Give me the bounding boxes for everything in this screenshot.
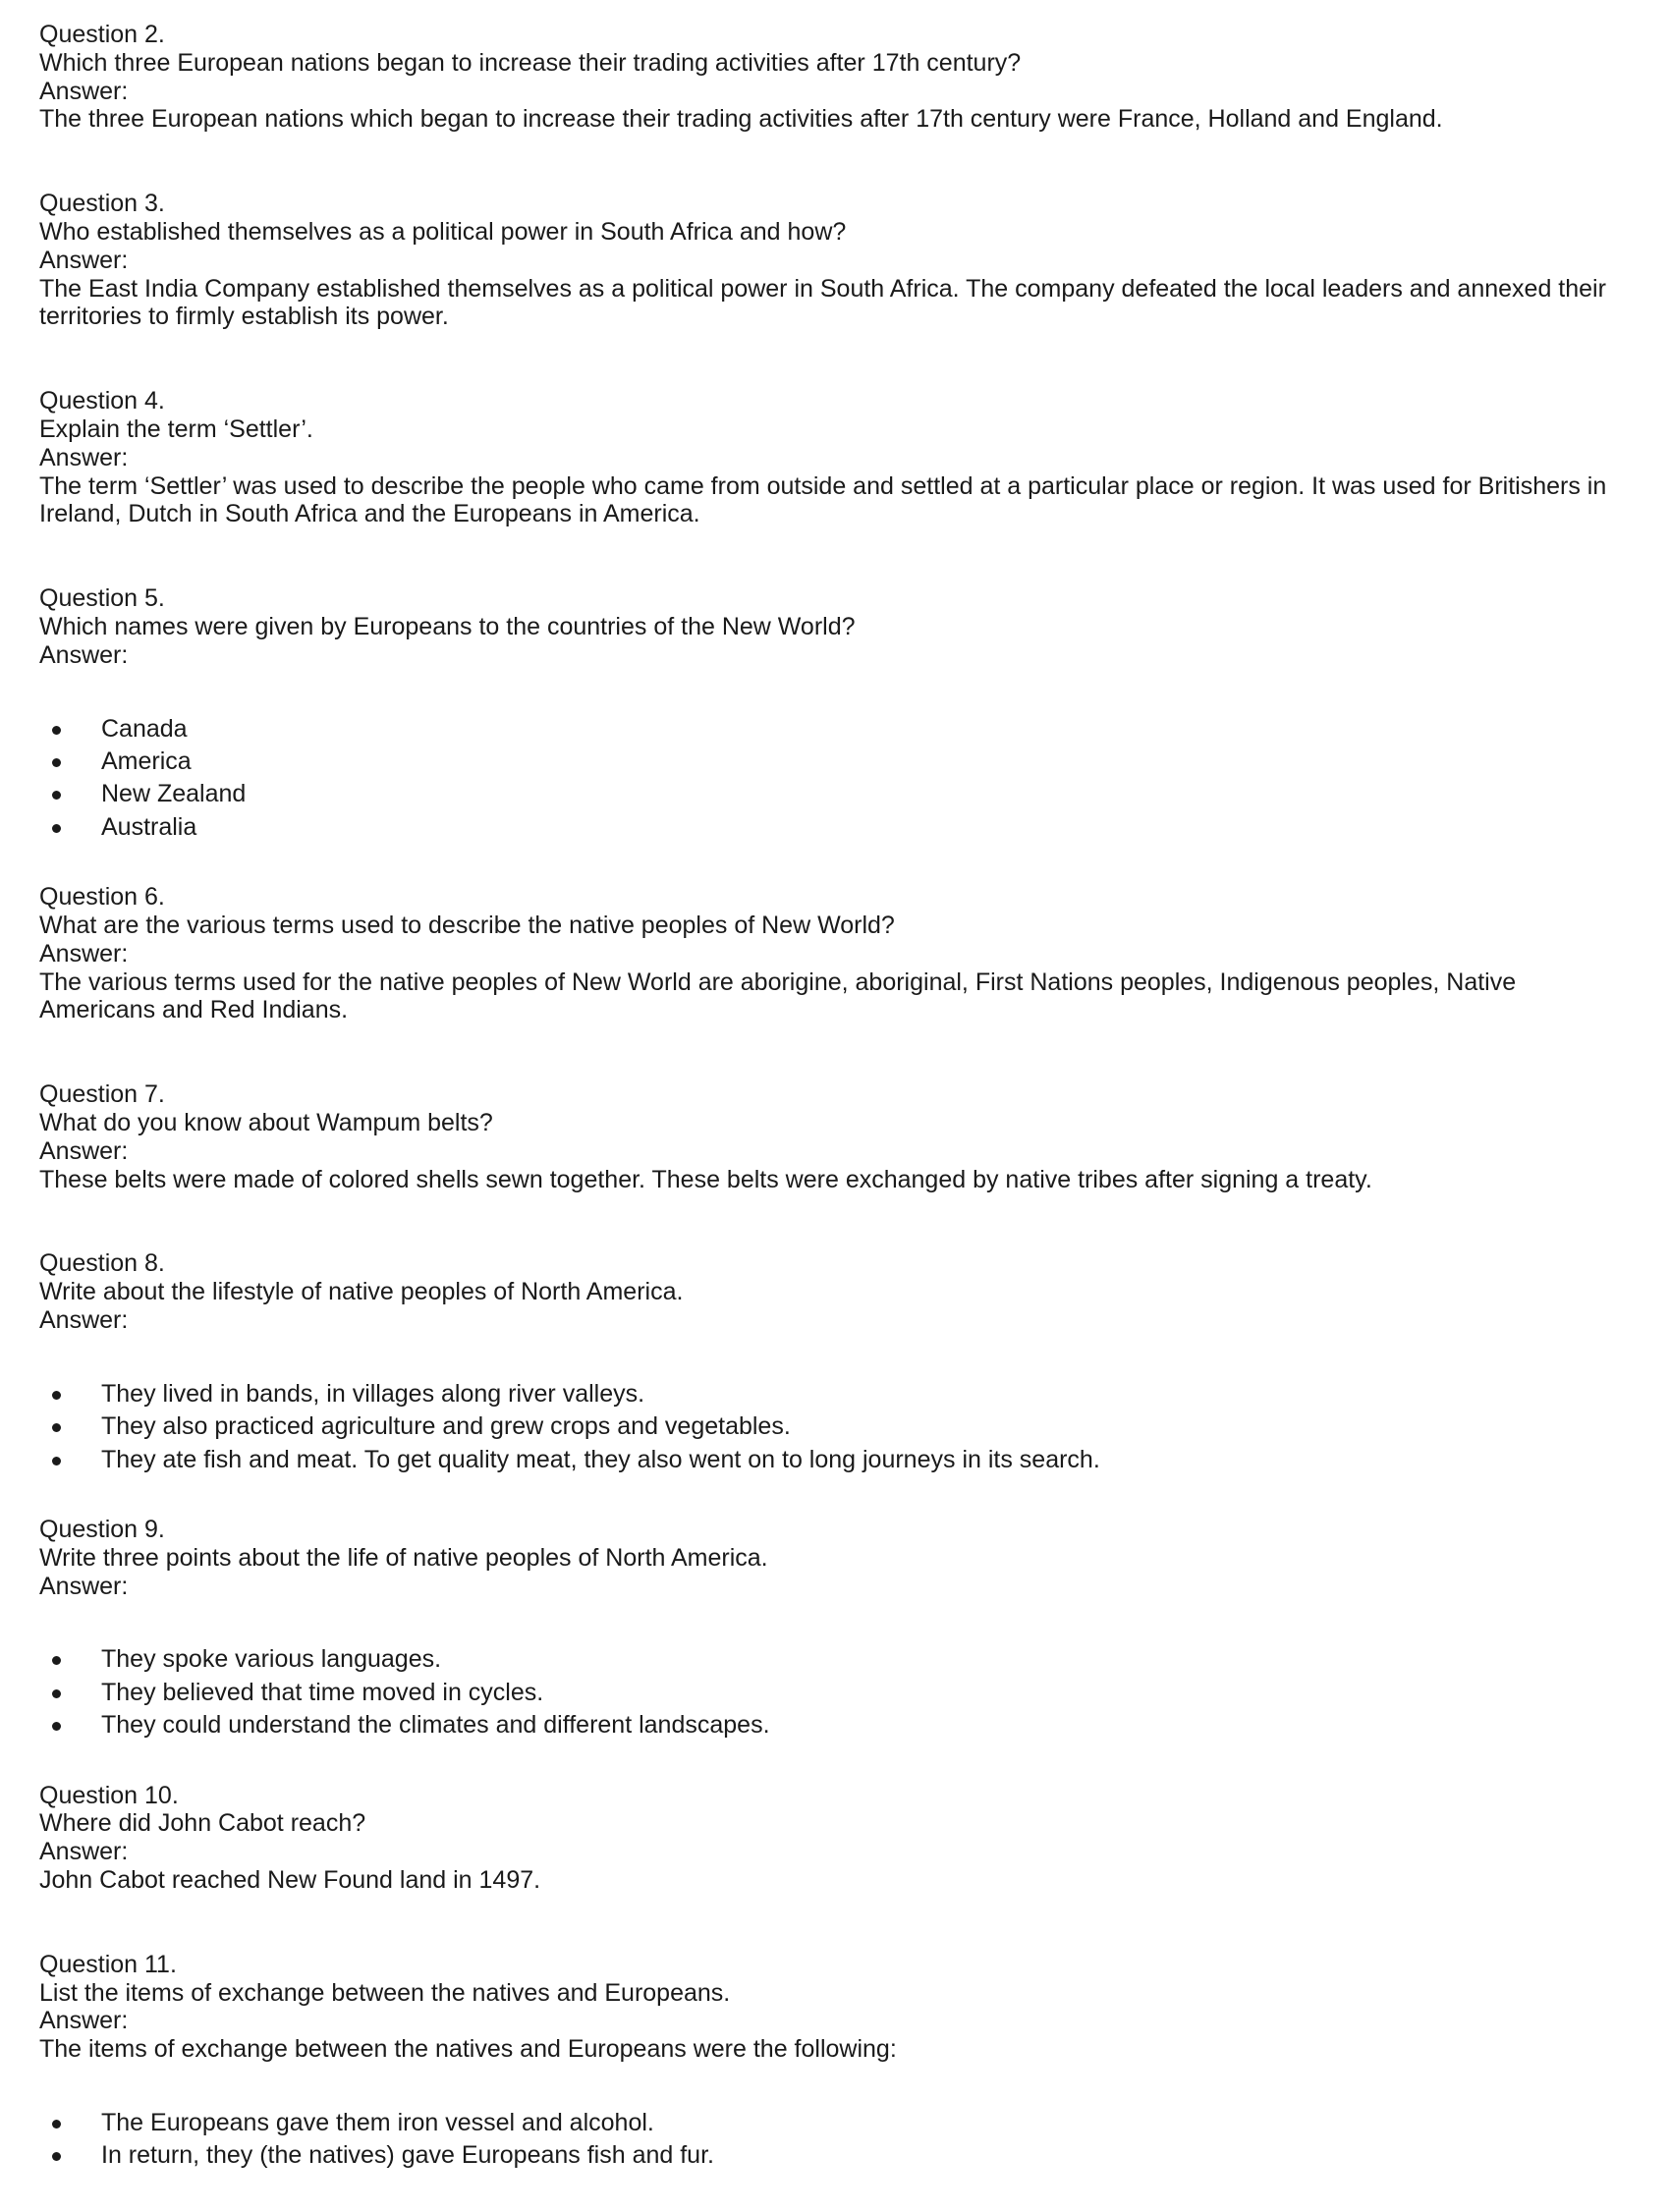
answer-point — [39, 1410, 1631, 1443]
answer-point — [39, 1444, 1631, 1476]
question-text: What are the various terms used to describe the native peoples of New World? — [39, 911, 895, 939]
answer-label: Answer: — [39, 1572, 129, 1600]
answer-point-text: They lived in bands, in villages along river valleys. — [101, 1379, 645, 1408]
answer-text: The term ‘Settler’ was used to describe the people who came from outside and settled at a particular place or region. It was used for Britishers in Ireland, Dutch in South Africa and the Europeans in America. — [39, 471, 1607, 528]
answer-text: John Cabot reached New Found land in 1497. — [39, 1865, 541, 1894]
question-number: Question 6. — [39, 883, 165, 912]
question-block — [39, 1951, 1631, 2173]
question-text: Which names were given by Europeans to the countries of the New World? — [39, 612, 856, 640]
question-number: Question 2. — [39, 21, 165, 48]
answer-label: Answer: — [39, 1305, 129, 1334]
question-text: What do you know about Wampum belts? — [39, 1108, 493, 1136]
document-page — [39, 21, 1631, 2212]
answer-point — [39, 2139, 1631, 2172]
bullet-icon — [52, 758, 61, 767]
answer-point-text: They ate fish and meat. To get quality meat, they also went on to long journeys in its search. — [101, 1445, 1100, 1473]
answer-text: The various terms used for the native peoples of New World are aborigine, aboriginal, First Nations peoples, Indigenous peoples, Native Americans and Red Indians. — [39, 968, 1517, 1024]
answer-label: Answer: — [39, 443, 129, 471]
answer-text: The three European nations which began to increase their trading activities after 17th century were France, Holland and England. — [39, 105, 1443, 134]
answer-point — [39, 2107, 1631, 2139]
answer-points-list — [39, 713, 1631, 845]
answer-text: The East India Company established themselves as a political power in South Africa. The company defeated the local leaders and annexed their territories to firmly establish its power. — [39, 274, 1606, 331]
question-text: Write three points about the life of native peoples of North America. — [39, 1543, 768, 1572]
bullet-icon — [52, 791, 61, 800]
question-block — [39, 21, 1631, 134]
question-block — [39, 190, 1631, 331]
answer-label: Answer: — [39, 640, 129, 669]
question-block — [39, 883, 1631, 1024]
question-number: Question 9. — [39, 1515, 165, 1543]
bullet-icon — [52, 1722, 61, 1731]
answer-point-text: They could understand the climates and different landscapes. — [101, 1711, 770, 1740]
question-block — [39, 1249, 1631, 1476]
question-block — [39, 584, 1631, 844]
bullet-icon — [52, 1689, 61, 1698]
answer-label: Answer: — [39, 1136, 129, 1165]
answer-text: These belts were made of colored shells sewn together. These belts were exchanged by native tribes after signing a treaty. — [39, 1165, 1372, 1193]
answer-point — [39, 778, 1631, 810]
answer-points-list — [39, 1643, 1631, 1742]
bullet-icon — [52, 1423, 61, 1432]
question-block — [39, 1782, 1631, 1895]
answer-point — [39, 1709, 1631, 1742]
question-text: Which three European nations began to increase their trading activities after 17th century? — [39, 48, 1022, 77]
question-number: Question 7. — [39, 1080, 165, 1109]
answer-point-text: They believed that time moved in cycles. — [101, 1678, 544, 1706]
answer-point — [39, 713, 1631, 746]
question-number: Question 10. — [39, 1781, 179, 1809]
answer-point — [39, 1643, 1631, 1676]
question-text: Where did John Cabot reach? — [39, 1809, 366, 1838]
question-block — [39, 1080, 1631, 1193]
question-number: Question 4. — [39, 387, 165, 415]
bullet-icon — [52, 824, 61, 833]
question-text: List the items of exchange between the natives and Europeans. — [39, 1978, 731, 2007]
answer-point-text: Canada — [101, 714, 188, 743]
answer-point — [39, 811, 1631, 844]
answer-point-text: The Europeans gave them iron vessel and alcohol. — [101, 2108, 654, 2136]
bullet-icon — [52, 1391, 61, 1400]
bullet-icon — [52, 1457, 61, 1465]
bullet-icon — [52, 2120, 61, 2129]
answer-point-text: America — [101, 747, 192, 775]
answer-text: The items of exchange between the natives and Europeans were the following: — [39, 2035, 897, 2064]
bullet-icon — [52, 2152, 61, 2161]
answer-point-text: Australia — [101, 812, 197, 841]
question-block — [39, 1516, 1631, 1742]
answer-point-text: In return, they (the natives) gave Europeans fish and fur. — [101, 2141, 714, 2170]
answer-point — [39, 1677, 1631, 1709]
bullet-icon — [52, 1656, 61, 1665]
answer-point — [39, 746, 1631, 778]
answer-point-text: They also practiced agriculture and grew crops and vegetables. — [101, 1412, 791, 1441]
bullet-icon — [52, 726, 61, 735]
question-text: Who established themselves as a political power in South Africa and how? — [39, 217, 847, 246]
question-text: Write about the lifestyle of native peoples of North America. — [39, 1278, 684, 1306]
question-number: Question 3. — [39, 190, 165, 218]
question-text: Explain the term ‘Settler’. — [39, 415, 313, 443]
answer-label: Answer: — [39, 2007, 129, 2035]
answer-point-text: They spoke various languages. — [101, 1645, 442, 1674]
answer-points-list — [39, 2107, 1631, 2173]
question-block — [39, 387, 1631, 528]
answer-label: Answer: — [39, 77, 129, 105]
question-number: Question 5. — [39, 584, 165, 613]
question-number: Question 11. — [39, 1950, 177, 1978]
answer-label: Answer: — [39, 246, 129, 274]
answer-point — [39, 1378, 1631, 1410]
answer-point-text: New Zealand — [101, 780, 247, 808]
answer-label: Answer: — [39, 1838, 129, 1866]
answer-label: Answer: — [39, 939, 129, 968]
question-number: Question 8. — [39, 1249, 165, 1278]
answer-points-list — [39, 1378, 1631, 1476]
